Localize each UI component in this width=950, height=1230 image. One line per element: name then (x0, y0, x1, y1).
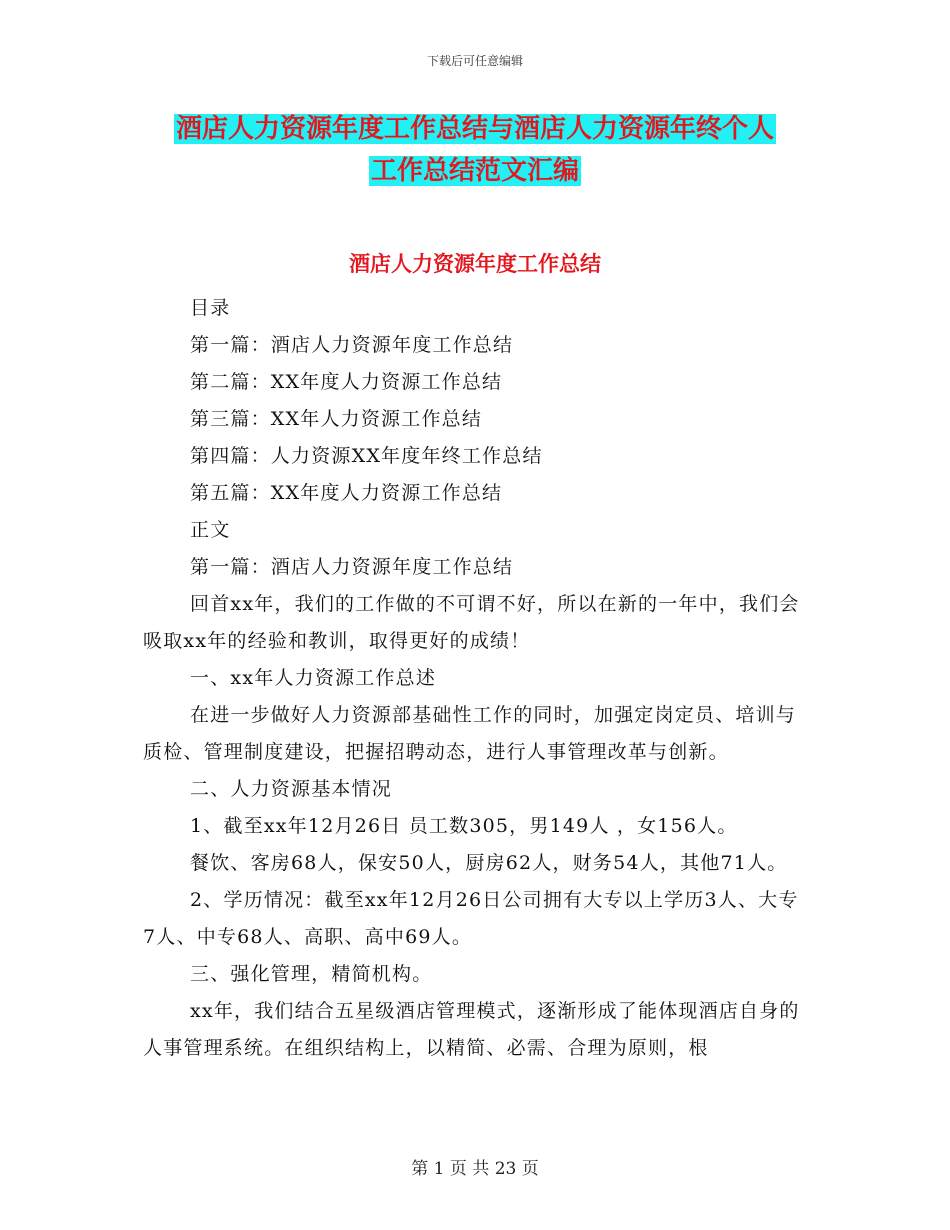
document-title-line-2: 工作总结范文汇编 (370, 156, 579, 186)
body-heading: 正文 (190, 519, 231, 541)
document-title-line-1: 酒店人力资源年度工作总结与酒店人力资源年终个人 (175, 114, 774, 144)
chapter-heading: 第一篇：酒店人力资源年度工作总结 (190, 556, 514, 578)
toc-item: 第一篇：酒店人力资源年度工作总结 (190, 334, 514, 356)
section-title: 酒店人力资源年度工作总结 (349, 251, 601, 276)
subsection-heading: 二、人力资源基本情况 (190, 778, 393, 800)
page-number-current: 1 (433, 1159, 445, 1179)
toc-heading: 目录 (190, 297, 231, 319)
toc-item: 第五篇：XX年度人力资源工作总结 (190, 482, 503, 504)
body-paragraph: 1、截至xx年12月26日 员工数305，男149人 ，女156人。 (190, 815, 738, 837)
page-footer (0, 1154, 950, 1179)
toc-item: 第四篇：人力资源XX年度年终工作总结 (190, 445, 543, 467)
body-paragraph: 2、学历情况：截至xx年12月26日公司拥有大专以上学历3人、大专7人、中专68人、高职、高中69人。 (143, 889, 799, 948)
body-paragraph: 在进一步做好人力资源部基础性工作的同时，加强定岗定员、培训与质检、管理制度建设，把握招聘动态，进行人事管理改革与创新。 (143, 704, 797, 763)
body-paragraph: xx年，我们结合五星级酒店管理模式，逐渐形成了能体现酒店自身的人事管理系统。在组织结构上，以精简、必需、合理为原则，根 (143, 1000, 800, 1059)
body-paragraph: 回首xx年，我们的工作做的不可谓不好，所以在新的一年中，我们会吸取xx年的经验和教训，取得更好的成绩！ (143, 593, 800, 652)
subsection-heading: 三、强化管理，精简机构。 (190, 963, 433, 985)
body-paragraph: 餐饮、客房68人，保安50人，厨房62人，财务54人，其他71人。 (190, 852, 788, 874)
page-number-suffix: 页 (521, 1159, 539, 1179)
page-header: 下载后可任意编辑 (426, 54, 523, 68)
document-body (143, 290, 808, 1067)
page-number-prefix: 第 (411, 1159, 429, 1179)
page-number-total: 23 (494, 1159, 517, 1179)
subsection-heading: 一、xx年人力资源工作总述 (190, 667, 437, 689)
toc-item: 第三篇：XX年人力资源工作总结 (190, 408, 483, 430)
document-title (140, 108, 810, 192)
page-number-middle: 页 共 (449, 1159, 490, 1179)
toc-item: 第二篇：XX年度人力资源工作总结 (190, 371, 503, 393)
